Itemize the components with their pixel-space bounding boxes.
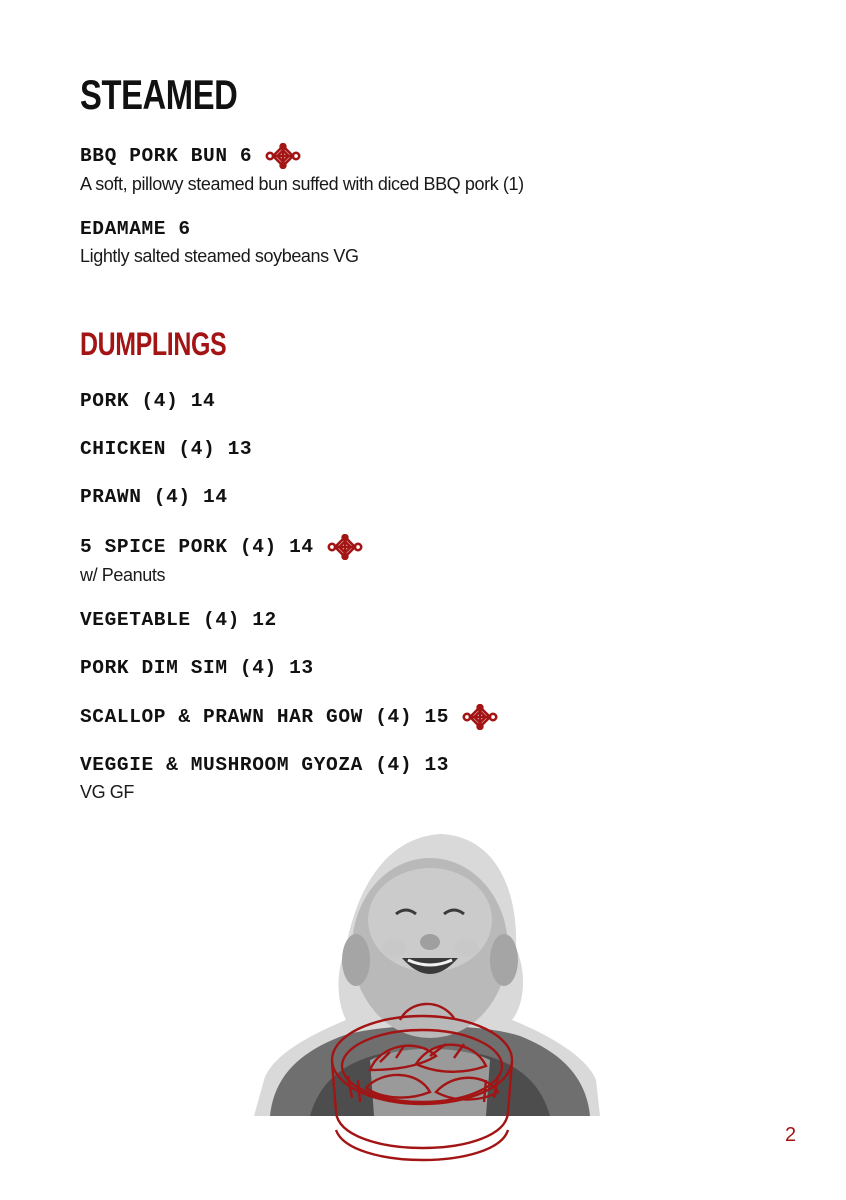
item-name: BBQ PORK BUN 6: [80, 145, 253, 167]
menu-item-veggie-mushroom-gyoza: [80, 753, 449, 803]
menu-item-bbq-pork-bun: [80, 143, 524, 195]
item-name: PORK DIM SIM (4) 13: [80, 657, 314, 679]
page-number: 2: [785, 1124, 797, 1146]
item-description: w/ Peanuts: [80, 565, 166, 585]
endless-knot-icon: [264, 143, 302, 169]
item-name: PORK (4) 14: [80, 390, 216, 412]
menu-item-vegetable: [80, 608, 277, 632]
menu-item-edamame: [80, 217, 359, 267]
section-title-dumplings: DUMPLINGS: [80, 326, 227, 362]
item-name: VEGETABLE (4) 12: [80, 609, 277, 631]
buddha-illustration: [250, 830, 610, 1200]
item-name: CHICKEN (4) 13: [80, 438, 253, 460]
endless-knot-icon: [461, 704, 499, 730]
menu-item-pork: [80, 389, 215, 413]
menu-item-chicken: [80, 437, 252, 461]
menu-item-prawn: [80, 485, 228, 509]
menu-item-5-spice-pork: [80, 534, 364, 586]
menu-item-pork-dim-sim: [80, 656, 314, 680]
item-name: SCALLOP & PRAWN HAR GOW (4) 15: [80, 706, 450, 728]
item-description: A soft, pillowy steamed bun suffed with diced BBQ pork (1): [80, 174, 524, 194]
item-name: EDAMAME 6: [80, 218, 191, 240]
endless-knot-icon: [326, 534, 364, 560]
item-name: VEGGIE & MUSHROOM GYOZA (4) 13: [80, 754, 450, 776]
item-name: 5 SPICE PORK (4) 14: [80, 536, 314, 558]
item-description: Lightly salted steamed soybeans VG: [80, 246, 359, 266]
item-description: VG GF: [80, 782, 135, 802]
section-title-steamed: STEAMED: [80, 71, 238, 118]
menu-item-scallop-prawn-har-gow: [80, 704, 499, 730]
item-name: PRAWN (4) 14: [80, 486, 228, 508]
